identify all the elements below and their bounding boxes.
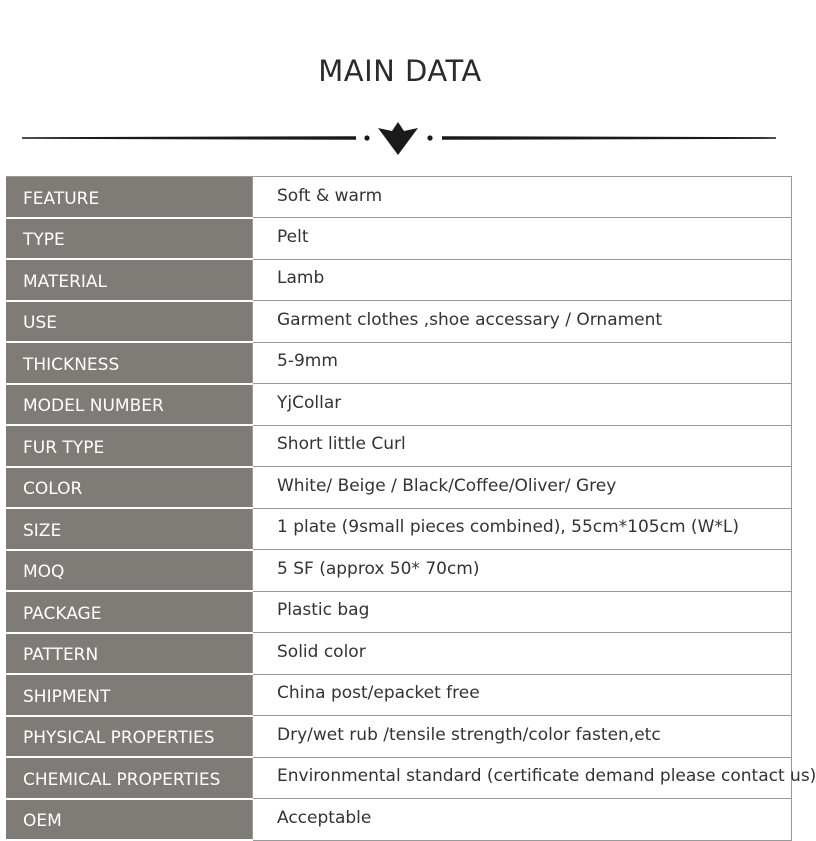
divider-line-right xyxy=(442,136,776,140)
table-row xyxy=(7,301,792,343)
spec-label: PHYSICAL PROPERTIES xyxy=(7,716,253,758)
divider-ornament-icon xyxy=(378,122,418,155)
spec-label: MODEL NUMBER xyxy=(7,384,253,426)
divider-dot-left xyxy=(364,135,369,140)
table-row xyxy=(7,467,792,509)
spec-value: Short little Curl xyxy=(253,425,792,467)
spec-value: Plastic bag xyxy=(253,591,792,633)
spec-value: White/ Beige / Black/Coffee/Oliver/ Grey xyxy=(253,467,792,509)
page-title: MAIN DATA xyxy=(318,54,482,88)
spec-table xyxy=(6,176,816,841)
table-row xyxy=(7,591,792,633)
spec-table-body xyxy=(7,177,816,841)
table-row xyxy=(7,425,792,467)
spec-value: Lamb xyxy=(253,259,792,301)
spec-label: SIZE xyxy=(7,508,253,550)
spec-value: Acceptable xyxy=(253,799,792,841)
spec-value: Environmental standard (certificate demand please contact us) xyxy=(253,757,792,799)
spec-label: MATERIAL xyxy=(7,259,253,301)
table-row xyxy=(7,218,792,260)
table-row xyxy=(7,550,792,592)
divider-line-left xyxy=(22,136,356,140)
spec-value: YjCollar xyxy=(253,384,792,426)
spec-label: COLOR xyxy=(7,467,253,509)
spec-value: Dry/wet rub /tensile strength/color fasten,etc xyxy=(253,716,792,758)
ornamental-divider xyxy=(0,118,800,158)
table-row xyxy=(7,508,792,550)
table-row xyxy=(7,342,792,384)
table-row xyxy=(7,384,792,426)
table-row xyxy=(7,259,792,301)
spec-value: Pelt xyxy=(253,218,792,260)
spec-label: USE xyxy=(7,301,253,343)
spec-label: OEM xyxy=(7,799,253,841)
spec-value: Garment clothes ,shoe accessary / Ornament xyxy=(253,301,792,343)
spec-value: China post/epacket free xyxy=(253,674,792,716)
spec-label: CHEMICAL PROPERTIES xyxy=(7,757,253,799)
spec-label: TYPE xyxy=(7,218,253,260)
spec-value: 5-9mm xyxy=(253,342,792,384)
table-row xyxy=(7,799,792,841)
spec-label: FUR TYPE xyxy=(7,425,253,467)
table-row xyxy=(7,177,792,218)
spec-value: 1 plate (9small pieces combined), 55cm*105cm (W*L) xyxy=(253,508,792,550)
spec-label: MOQ xyxy=(7,550,253,592)
table-row xyxy=(7,716,792,758)
spec-value: Soft & warm xyxy=(253,177,792,218)
spec-value: Solid color xyxy=(253,633,792,675)
spec-value: 5 SF (approx 50* 70cm) xyxy=(253,550,792,592)
table-row xyxy=(7,757,792,799)
spec-label: THICKNESS xyxy=(7,342,253,384)
spec-label: PATTERN xyxy=(7,633,253,675)
spec-label: SHIPMENT xyxy=(7,674,253,716)
table-row xyxy=(7,633,792,675)
divider-dot-right xyxy=(427,135,432,140)
spec-label: PACKAGE xyxy=(7,591,253,633)
spec-label: FEATURE xyxy=(7,177,253,218)
table-row xyxy=(7,674,792,716)
